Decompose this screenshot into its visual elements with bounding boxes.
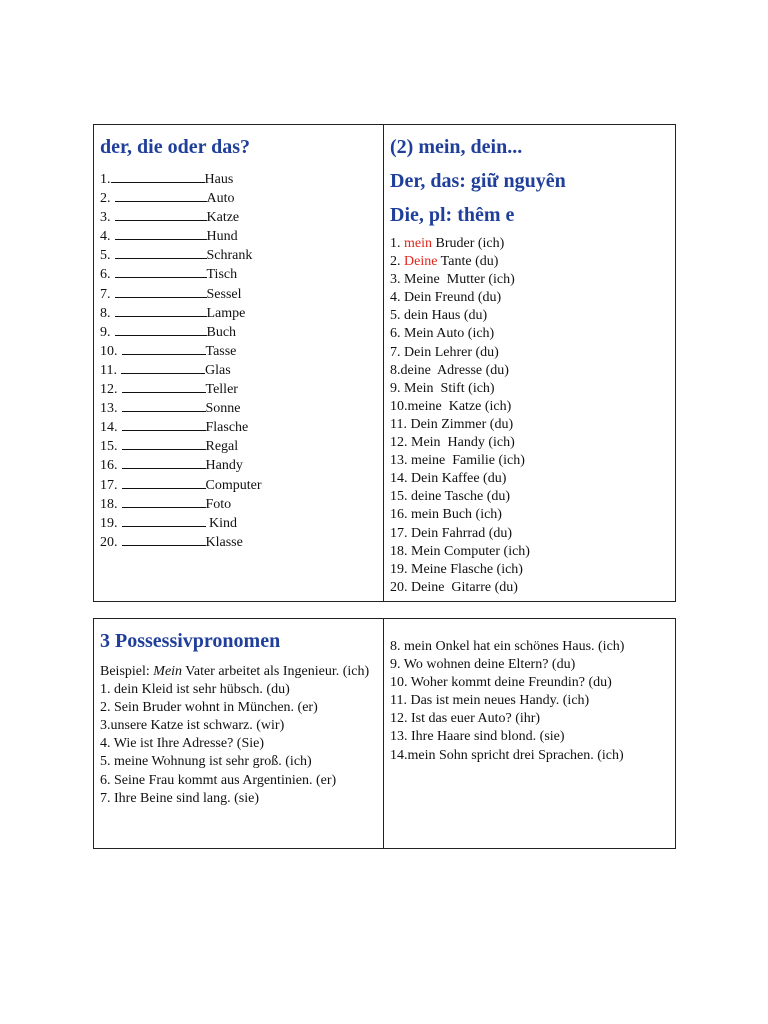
sentence-item: 3.unsere Katze ist schwarz. (wir)	[100, 718, 285, 734]
sentence-item: 10. Woher kommt deine Freundin? (du)	[390, 675, 612, 691]
noun-word: Glas	[204, 362, 231, 378]
item-text: 13. meine Familie (ich)	[390, 453, 525, 469]
possessive-item	[390, 380, 669, 398]
answer-blank	[121, 361, 205, 374]
possessive-item	[390, 525, 669, 543]
item-number: 2.	[100, 191, 111, 207]
article-item	[100, 418, 377, 437]
section2-subtitle-1: Der, das: giữ nguyên	[390, 170, 566, 192]
article-item	[100, 399, 377, 418]
item-text: 12. Mein Handy (ich)	[390, 435, 515, 451]
sentence-item: 11. Das ist mein neues Handy. (ich)	[390, 693, 590, 709]
article-item	[100, 189, 377, 208]
item-number: 6.	[100, 267, 111, 283]
answer-blank	[122, 476, 206, 489]
item-number: 3.	[100, 210, 111, 226]
mein-dein-cell	[384, 125, 675, 601]
item-text: 15. deine Tasche (du)	[390, 489, 511, 505]
noun-word: Lampe	[206, 305, 246, 321]
possessive-item	[390, 452, 669, 470]
sentence-item: 1. dein Kleid ist sehr hübsch. (du)	[100, 682, 290, 698]
item-number: 12.	[100, 382, 118, 398]
possessive-item	[390, 543, 669, 561]
answer-blank	[115, 208, 207, 221]
possessive-item	[390, 289, 669, 307]
noun-word: Handy	[205, 458, 243, 474]
item-number: 11.	[100, 362, 117, 378]
noun-word: Haus	[204, 172, 234, 187]
answer-blank	[122, 456, 206, 469]
article-item	[100, 495, 377, 514]
item-number: 10.	[100, 343, 118, 359]
example-rest: Vater arbeitet als Ingenieur. (ich)	[182, 664, 370, 679]
item-text: 20. Deine Gitarre (du)	[390, 579, 518, 595]
answer-blank	[115, 265, 207, 278]
answer-blank	[115, 227, 207, 240]
section2-title: (2) mein, dein...	[390, 136, 523, 158]
answer-blank	[115, 246, 207, 259]
worksheet-table-2	[93, 618, 676, 849]
item-text: 16. mein Buch (ich)	[390, 507, 502, 523]
possessivpronomen-continued-cell	[384, 619, 675, 848]
article-item	[100, 265, 377, 284]
answer-highlight: Deine	[404, 254, 438, 270]
answer-blank	[115, 304, 207, 317]
article-item	[100, 437, 377, 456]
article-item	[100, 476, 377, 495]
item-text: 3. Meine Mutter (ich)	[390, 272, 515, 288]
possessivpronomen-list	[100, 663, 377, 808]
article-item	[100, 323, 377, 342]
item-text: 19. Meine Flasche (ich)	[390, 561, 523, 577]
article-item	[100, 533, 377, 552]
example-label: Beispiel:	[100, 664, 154, 679]
noun-word: Sessel	[206, 286, 242, 302]
possessive-exercise-list	[390, 235, 669, 597]
possessive-item	[390, 307, 669, 325]
item-number: 1.	[390, 236, 404, 251]
item-text: 7. Dein Lehrer (du)	[390, 344, 499, 360]
example-highlight: Mein	[153, 664, 183, 679]
noun-word: Auto	[206, 191, 235, 207]
item-number: 5.	[100, 248, 111, 264]
possessive-item	[390, 362, 669, 380]
noun-word: Flasche	[205, 420, 249, 436]
sentence-item: 2. Sein Bruder wohnt in München. (er)	[100, 700, 318, 716]
article-item	[100, 170, 377, 189]
item-number: 7.	[100, 286, 111, 302]
item-text: 9. Mein Stift (ich)	[390, 380, 495, 396]
noun-word: Katze	[206, 210, 240, 226]
item-text: 5. dein Haus (du)	[390, 308, 488, 324]
item-number: 9.	[100, 324, 111, 340]
article-item	[100, 246, 377, 265]
answer-blank	[115, 189, 207, 202]
sentence-item: 6. Seine Frau kommt aus Argentinien. (er)	[100, 772, 337, 788]
noun-word: Klasse	[205, 534, 243, 550]
item-number: 19.	[100, 515, 118, 531]
item-text: 14. Dein Kaffee (du)	[390, 471, 507, 487]
sentence-item: 8. mein Onkel hat ein schönes Haus. (ich)	[390, 639, 625, 654]
answer-blank	[122, 437, 206, 450]
item-number: 2.	[390, 254, 404, 270]
example-sentence	[100, 663, 377, 681]
sentence-item: 7. Ihre Beine sind lang. (sie)	[100, 790, 260, 806]
worksheet-table-1	[93, 124, 676, 602]
possessivpronomen-list-continued	[390, 638, 669, 765]
answer-blank	[122, 380, 206, 393]
item-text: 4. Dein Freund (du)	[390, 290, 502, 306]
article-exercise-list	[100, 170, 377, 552]
item-text: Bruder (ich)	[432, 236, 505, 251]
item-number: 14.	[100, 420, 118, 436]
answer-blank	[122, 514, 206, 527]
possessive-item	[390, 325, 669, 343]
possessive-item	[390, 416, 669, 434]
noun-word: Foto	[205, 496, 232, 512]
noun-word: Tasse	[205, 343, 237, 359]
answer-blank	[122, 495, 206, 508]
noun-word: Teller	[205, 382, 238, 398]
noun-word: Sonne	[205, 401, 241, 417]
article-item	[100, 514, 377, 533]
sentence-item: 9. Wo wohnen deine Eltern? (du)	[390, 657, 576, 673]
noun-word: Buch	[206, 324, 237, 340]
possessive-item	[390, 344, 669, 362]
possessive-item	[390, 488, 669, 506]
article-item	[100, 342, 377, 361]
sentence-item: 4. Wie ist Ihre Adresse? (Sie)	[100, 736, 265, 752]
possessive-item	[390, 253, 669, 271]
der-die-das-cell	[94, 125, 384, 601]
sentence-item: 13. Ihre Haare sind blond. (sie)	[390, 729, 565, 745]
answer-blank	[111, 170, 205, 183]
possessive-item	[390, 235, 669, 253]
section2-subtitle-2: Die, pl: thêm e	[390, 204, 515, 226]
answer-blank	[115, 285, 207, 298]
item-number: 18.	[100, 496, 118, 512]
section1-title: der, die oder das?	[100, 136, 251, 158]
noun-word: Regal	[205, 439, 239, 455]
item-number: 16.	[100, 458, 118, 474]
noun-word: Computer	[205, 477, 262, 493]
item-text: 18. Mein Computer (ich)	[390, 543, 530, 559]
item-number: 4.	[100, 229, 111, 245]
item-text: 6. Mein Auto (ich)	[390, 326, 495, 342]
answer-blank	[115, 323, 207, 336]
item-number: 15.	[100, 439, 118, 455]
item-text: 8.deine Adresse (du)	[390, 362, 509, 378]
noun-word: Hund	[206, 229, 238, 245]
noun-word: Tisch	[206, 267, 238, 283]
article-item	[100, 208, 377, 227]
possessive-item	[390, 579, 669, 597]
item-number: 20.	[100, 534, 118, 550]
noun-word: Schrank	[206, 248, 253, 264]
answer-blank	[122, 342, 206, 355]
item-text: Tante (du)	[437, 254, 499, 270]
article-item	[100, 227, 377, 246]
possessive-item	[390, 470, 669, 488]
answer-highlight: mein	[404, 236, 432, 251]
article-item	[100, 285, 377, 304]
item-number: 13.	[100, 401, 118, 417]
answer-blank	[122, 399, 206, 412]
item-number: 17.	[100, 477, 118, 493]
section3-title: 3 Possessivpronomen	[100, 630, 281, 652]
article-item	[100, 380, 377, 399]
answer-blank	[122, 418, 206, 431]
sentence-item: 5. meine Wohnung ist sehr groß. (ich)	[100, 754, 312, 770]
article-item	[100, 361, 377, 380]
sentence-item: 14.mein Sohn spricht drei Sprachen. (ich)	[390, 747, 624, 763]
sentence-item: 12. Ist das euer Auto? (ihr)	[390, 711, 541, 727]
item-text: 11. Dein Zimmer (du)	[390, 416, 514, 432]
item-text: 17. Dein Fahrrad (du)	[390, 525, 513, 541]
possessive-item	[390, 434, 669, 452]
article-item	[100, 304, 377, 323]
item-number: 8.	[100, 305, 111, 321]
noun-word: Kind	[205, 515, 237, 531]
possessive-item	[390, 398, 669, 416]
item-number: 1.	[100, 172, 111, 187]
possessive-item	[390, 271, 669, 289]
answer-blank	[122, 533, 206, 546]
possessive-item	[390, 561, 669, 579]
article-item	[100, 456, 377, 475]
possessivpronomen-cell	[94, 619, 384, 848]
item-text: 10.meine Katze (ich)	[390, 398, 512, 414]
possessive-item	[390, 506, 669, 524]
